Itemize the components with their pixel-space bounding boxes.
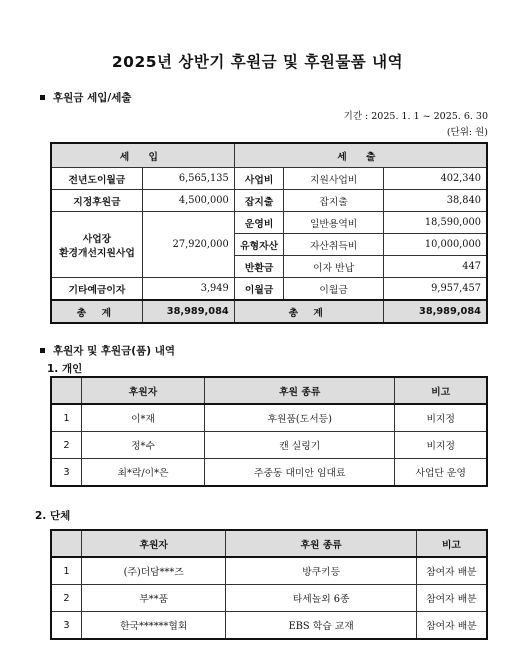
income-value: 27,920,000 xyxy=(142,212,234,278)
donation-note: 비지정 xyxy=(395,432,487,459)
column-header-type: 후원 종류 xyxy=(205,377,395,404)
bullet-icon xyxy=(40,95,45,100)
sub-heading-group: 2. 단체 xyxy=(35,510,71,522)
row-number: 3 xyxy=(51,612,81,640)
bullet-icon xyxy=(40,348,45,353)
donation-type: 캔 실링기 xyxy=(205,432,395,459)
donor-name: 부**품 xyxy=(81,585,225,612)
table-row xyxy=(51,404,487,432)
table-row xyxy=(51,432,487,459)
column-header-no xyxy=(51,377,81,404)
donation-type: EBS 학습 교재 xyxy=(226,612,416,640)
donor-name: 정*수 xyxy=(81,432,204,459)
row-number: 1 xyxy=(51,404,81,432)
expense-value: 10,000,000 xyxy=(383,234,487,256)
donation-note: 참여자 배분 xyxy=(416,612,487,640)
expense-category: 잡지출 xyxy=(234,190,284,212)
income-label: 기타예금이자 xyxy=(51,278,142,301)
group-donor-table xyxy=(50,529,488,640)
income-value: 4,500,000 xyxy=(142,190,234,212)
income-label xyxy=(51,212,142,278)
row-number: 1 xyxy=(51,557,81,585)
expense-item: 잡지출 xyxy=(284,190,383,212)
column-header-donor: 후원자 xyxy=(81,377,204,404)
expense-category: 반환금 xyxy=(234,256,284,278)
donation-type: 타세놀외 6종 xyxy=(226,585,416,612)
table-row xyxy=(51,612,487,640)
expense-item: 일반용역비 xyxy=(284,212,383,234)
donation-type: 방쿠키등 xyxy=(226,557,416,585)
section-heading-label: 후원금 세입/세출 xyxy=(53,92,132,104)
section-heading-label: 후원자 및 후원금(품) 내역 xyxy=(53,345,175,357)
unit-text: (단위: 원) xyxy=(446,127,488,138)
income-label: 지정후원금 xyxy=(51,190,142,212)
income-total-value: 38,989,084 xyxy=(142,300,234,323)
expense-category: 유형자산 xyxy=(234,234,284,256)
section-heading-income-expense xyxy=(40,90,132,105)
individual-donor-table xyxy=(50,376,488,487)
expense-total-label: 총 계 xyxy=(234,300,383,323)
sub-heading-individual: 1. 개인 xyxy=(47,363,83,375)
expense-value: 402,340 xyxy=(383,168,487,190)
column-header-type: 후원 종류 xyxy=(226,530,416,557)
section-heading-donors xyxy=(40,343,175,358)
column-header-note: 비고 xyxy=(395,377,487,404)
income-value: 3,949 xyxy=(142,278,234,301)
table-row xyxy=(51,459,487,487)
income-label-line1: 사업장 xyxy=(82,233,112,245)
row-number: 2 xyxy=(51,432,81,459)
income-total-label: 총 계 xyxy=(51,300,142,323)
column-header-donor: 후원자 xyxy=(81,530,225,557)
expense-category: 운영비 xyxy=(234,212,284,234)
expense-value: 447 xyxy=(383,256,487,278)
column-header-note: 비고 xyxy=(416,530,487,557)
expense-value: 38,840 xyxy=(383,190,487,212)
expense-item: 이월금 xyxy=(284,278,383,301)
finance-table xyxy=(50,142,488,324)
donation-note: 참여자 배분 xyxy=(416,557,487,585)
donation-note: 참여자 배분 xyxy=(416,585,487,612)
expense-item: 자산취득비 xyxy=(284,234,383,256)
donation-type: 주중동 대미안 임대료 xyxy=(205,459,395,487)
donation-note: 사업단 운영 xyxy=(395,459,487,487)
expense-value: 18,590,000 xyxy=(383,212,487,234)
donor-name: 한국******협회 xyxy=(81,612,225,640)
expense-category: 사업비 xyxy=(234,168,284,190)
expense-header: 세 출 xyxy=(234,143,487,168)
document-title: 2025년 상반기 후원금 및 후원물품 내역 xyxy=(111,53,404,71)
income-value: 6,565,135 xyxy=(142,168,234,190)
donor-name: 최*락/이*은 xyxy=(81,459,204,487)
table-row xyxy=(51,557,487,585)
income-label-line2: 환경개선지원사업 xyxy=(59,247,135,259)
donation-type: 후원품(도서등) xyxy=(205,404,395,432)
income-label: 전년도이월금 xyxy=(51,168,142,190)
row-number: 2 xyxy=(51,585,81,612)
donor-name: 이*재 xyxy=(81,404,204,432)
period-text: 기간 : 2025. 1. 1 ~ 2025. 6. 30 xyxy=(343,111,488,122)
donor-name: (주)더담***즈 xyxy=(81,557,225,585)
expense-item: 지원사업비 xyxy=(284,168,383,190)
donation-note: 비지정 xyxy=(395,404,487,432)
row-number: 3 xyxy=(51,459,81,487)
income-header: 세 입 xyxy=(51,143,234,168)
expense-item: 이자 반납 xyxy=(284,256,383,278)
expense-value: 9,957,457 xyxy=(383,278,487,301)
expense-category: 이월금 xyxy=(234,278,284,301)
expense-total-value: 38,989,084 xyxy=(383,300,487,323)
column-header-no xyxy=(51,530,81,557)
table-row xyxy=(51,585,487,612)
